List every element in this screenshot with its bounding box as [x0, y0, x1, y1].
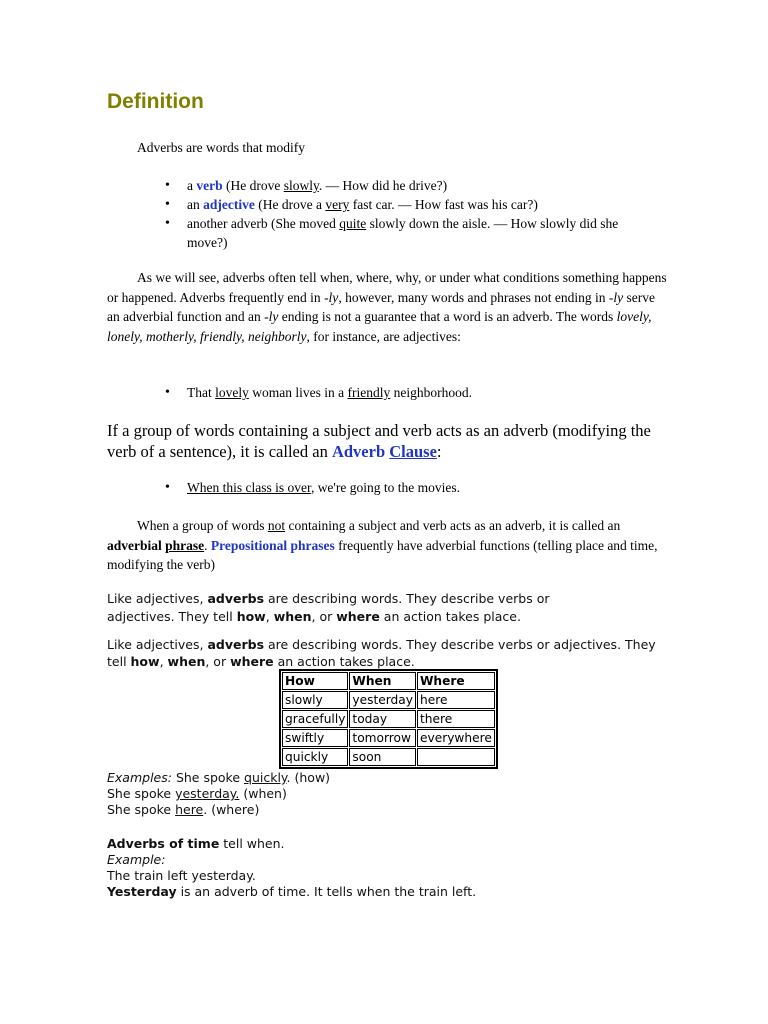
clause-example-list [165, 478, 655, 497]
modify-list [165, 176, 655, 252]
adverb-table [279, 669, 498, 769]
adverb-term: Adverb [331, 442, 386, 461]
adverb-clause-paragraph: If a group of words containing a subject and verb acts as an adverb (modifying the verb of a sentence), it is called an Adverb Clause: [107, 421, 651, 461]
list-item: • a verb (He drove slowly. — How did he drive?) [165, 176, 655, 195]
verb-term: verb [196, 178, 223, 193]
describing-words-text: Like adjectives, adverbs are describing words. They describe verbs or adjectives. They tell how, when, or where an action takes place. [107, 591, 550, 624]
list-item: • another adverb (She moved quite slowly down the aisle. — How slowly did she move?) [165, 214, 655, 252]
table-row: slowly yesterday here [282, 691, 495, 709]
example-word: very [325, 197, 350, 212]
page-title: Definition [107, 90, 204, 113]
adverbs-of-time-block: Adverbs of time tell when. Example: The train left yesterday. Yesterday is an adverb of time. It tells when the train left. [107, 836, 477, 899]
column-header: Where [417, 672, 495, 690]
table-row: quickly soon [282, 748, 495, 766]
intro-text: Adverbs are words that modify [137, 140, 305, 155]
examples-block: Examples: She spoke quickly. (how) She spoke yesterday. (when) She spoke here. (where) [107, 770, 331, 817]
column-header: How [282, 672, 348, 690]
prepositional-phrases-term: Prepositional phrases [210, 537, 335, 553]
describing-words-text-2: Like adjectives, adverbs are describing words. They describe verbs or adjectives. They tell how, when, or where an action takes place. [107, 637, 656, 669]
table-header-row [282, 672, 495, 690]
adjective-term: adjective [203, 197, 255, 212]
adverbial-phrase-paragraph: When a group of words not containing a subject and verb acts as an adverb, it is called an adverbial phrase. Prepositional phrases frequently have adverbial functions (telling place and time, modifying the verb) [107, 518, 658, 572]
list-item: • That lovely woman lives in a friendly neighborhood. [165, 383, 655, 402]
examples-label: Examples: [107, 770, 172, 785]
example-word: slowly [283, 178, 319, 193]
section-heading: Adverbs of time [107, 836, 220, 851]
clause-link[interactable]: Clause [389, 442, 437, 461]
example-word: quite [339, 216, 367, 231]
list-item: • When this class is over, we're going to the movies. [165, 478, 655, 497]
table-row: swiftly tomorrow everywhere [282, 729, 495, 747]
list-item: • an adjective (He drove a very fast car. — How fast was his car?) [165, 195, 655, 214]
table-row: gracefully today there [282, 710, 495, 728]
adjective-example-list [165, 383, 655, 402]
adverb-endings-paragraph: As we will see, adverbs often tell when, where, why, or under what conditions something happens or happened. Adverbs frequently end in -ly, however, many words and phrases not ending in -ly serve an adverbial function and an -ly ending is not a guarantee that a word is an adverb. The words lovely, lonely, motherly, friendly, neighborly, for instance, are adjectives: [107, 270, 667, 344]
column-header: When [349, 672, 416, 690]
